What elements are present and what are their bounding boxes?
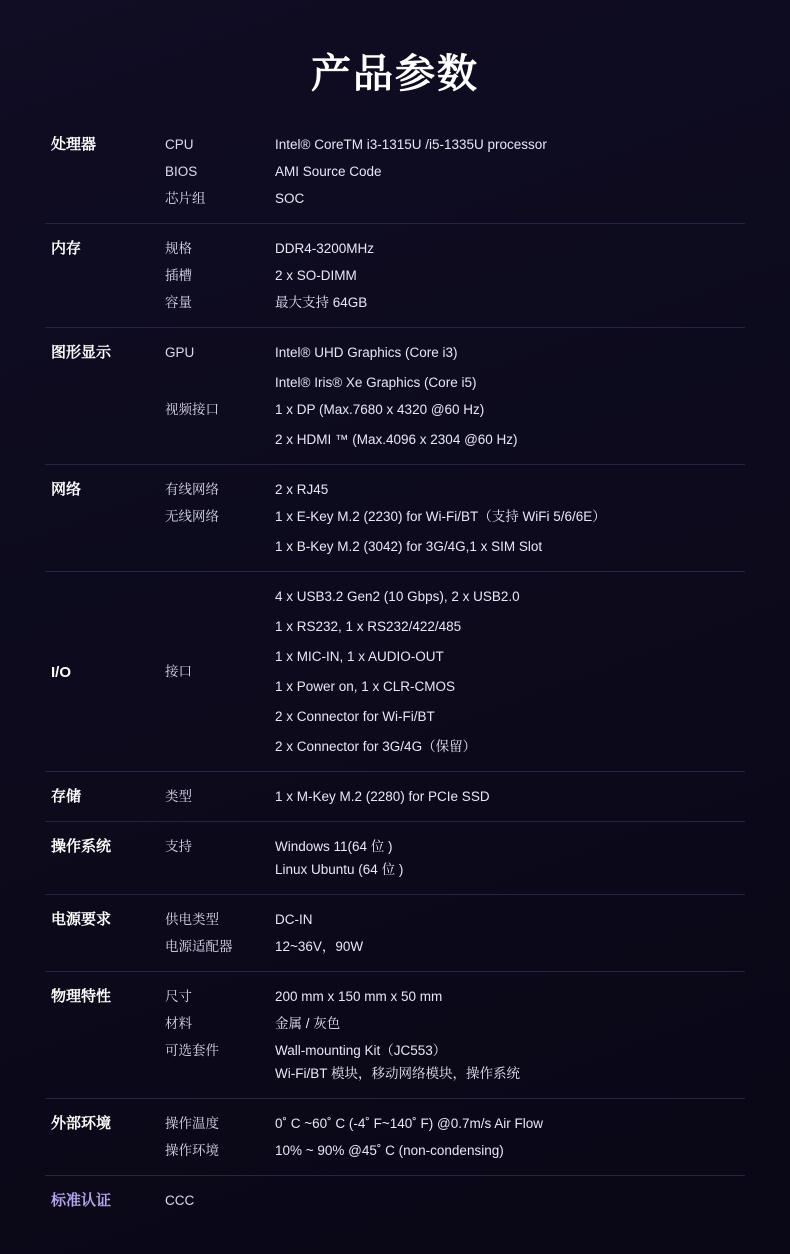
spec-subrow xyxy=(165,1010,745,1037)
spec-subrow xyxy=(165,906,745,933)
spec-section-row xyxy=(45,571,745,771)
spec-value-group xyxy=(275,985,745,1008)
spec-subrow-group xyxy=(165,983,745,1087)
spec-subrow xyxy=(165,339,745,396)
spec-category-label: 处理器 xyxy=(51,136,97,153)
spec-section-row xyxy=(45,771,745,821)
spec-value: 200 mm x 150 mm x 50 mm xyxy=(275,989,443,1004)
spec-section-row xyxy=(45,1175,745,1225)
spec-subrow-group xyxy=(165,583,745,760)
spec-value: 2 x Connector for 3G/4G（保留） xyxy=(275,739,477,754)
spec-subrow xyxy=(165,1110,745,1137)
spec-item-label: 规格 xyxy=(165,241,192,256)
spec-value-group xyxy=(275,291,745,314)
spec-item-label: 接口 xyxy=(165,664,192,679)
spec-item-label: 插槽 xyxy=(165,268,192,283)
spec-value: 1 x RS232, 1 x RS232/422/485 xyxy=(275,619,462,634)
spec-value: 1 x M-Key M.2 (2280) for PCIe SSD xyxy=(275,789,490,804)
spec-value: 2 x Connector for Wi-Fi/BT xyxy=(275,709,435,724)
spec-value: Wall-mounting Kit（JC553） xyxy=(275,1043,447,1058)
spec-value-group xyxy=(275,585,745,758)
spec-item-label: BIOS xyxy=(165,164,198,179)
spec-category-label: 网络 xyxy=(51,481,82,498)
spec-value: 2 x SO-DIMM xyxy=(275,268,357,283)
spec-subrow xyxy=(165,262,745,289)
spec-section-row xyxy=(45,223,745,327)
spec-category-label: 电源要求 xyxy=(51,911,112,928)
spec-category-label: 存储 xyxy=(51,788,82,805)
spec-subrow xyxy=(165,158,745,185)
spec-item-label: CCC xyxy=(165,1193,195,1208)
spec-value: Wi-Fi/BT 模块，移动网络模块，操作系统 xyxy=(275,1066,520,1081)
spec-value-group xyxy=(275,1112,745,1135)
spec-value: DDR4-3200MHz xyxy=(275,241,375,256)
spec-value-group xyxy=(275,264,745,287)
spec-item-label: 类型 xyxy=(165,789,192,804)
spec-value: SOC xyxy=(275,191,305,206)
spec-section-row xyxy=(45,464,745,571)
spec-value: 1 x Power on, 1 x CLR-CMOS xyxy=(275,679,456,694)
spec-category-label: I/O xyxy=(51,664,72,681)
spec-section-row xyxy=(45,1098,745,1175)
spec-item-label: 芯片组 xyxy=(165,191,206,206)
spec-value-group xyxy=(275,237,745,260)
spec-value: 1 x MIC-IN, 1 x AUDIO-OUT xyxy=(275,649,444,664)
spec-value-group xyxy=(275,1039,745,1085)
spec-value-group xyxy=(275,935,745,958)
spec-value: 0˚ C ~60˚ C (-4˚ F~140˚ F) @0.7m/s Air Flow xyxy=(275,1116,544,1131)
spec-value-group xyxy=(275,1012,745,1035)
spec-subrow xyxy=(165,583,745,760)
spec-value: 1 x E-Key M.2 (2230) for Wi-Fi/BT（支持 WiFi 5/6/6E） xyxy=(275,509,606,524)
spec-item-label: CPU xyxy=(165,137,194,152)
spec-value: AMI Source Code xyxy=(275,164,382,179)
page-title: 产品参数 xyxy=(311,52,479,96)
spec-value-group xyxy=(275,1139,745,1162)
spec-value-group xyxy=(275,160,745,183)
spec-item-label: 无线网络 xyxy=(165,509,219,524)
spec-category-label: 物理特性 xyxy=(51,988,112,1005)
spec-subrow xyxy=(165,1037,745,1087)
spec-item-label: 有线网络 xyxy=(165,482,219,497)
spec-section-row xyxy=(45,821,745,894)
spec-section-row xyxy=(45,894,745,971)
spec-subrow xyxy=(165,833,745,883)
spec-section-row xyxy=(45,125,745,223)
spec-subrow-group xyxy=(165,131,745,212)
spec-subrow-group xyxy=(165,235,745,316)
spec-subrow-group xyxy=(165,476,745,560)
spec-subrow xyxy=(165,983,745,1010)
spec-item-label: 可选套件 xyxy=(165,1043,219,1058)
spec-category-label: 操作系统 xyxy=(51,838,112,855)
spec-subrow-group xyxy=(165,1187,745,1214)
spec-item-label: 操作温度 xyxy=(165,1116,219,1131)
spec-subrow xyxy=(165,783,745,810)
spec-subrow xyxy=(165,1137,745,1164)
spec-subrow xyxy=(165,933,745,960)
spec-subrow xyxy=(165,503,745,560)
spec-value: Linux Ubuntu (64 位 ) xyxy=(275,862,404,877)
spec-subrow xyxy=(165,476,745,503)
spec-subrow-group xyxy=(165,833,745,883)
spec-item-label: GPU xyxy=(165,345,195,360)
spec-value: DC-IN xyxy=(275,912,313,927)
spec-value: 1 x DP (Max.7680 x 4320 @60 Hz) xyxy=(275,402,485,417)
spec-value-group xyxy=(275,505,745,558)
spec-item-label: 容量 xyxy=(165,295,192,310)
spec-category-label: 标准认证 xyxy=(51,1192,112,1209)
spec-section-row xyxy=(45,327,745,464)
spec-value-group xyxy=(275,478,745,501)
spec-value: 最大支持 64GB xyxy=(275,295,368,310)
spec-subrow-group xyxy=(165,1110,745,1164)
spec-value: Intel® Iris® Xe Graphics (Core i5) xyxy=(275,375,477,390)
spec-subrow-group xyxy=(165,783,745,810)
spec-category-label: 外部环境 xyxy=(51,1115,112,1132)
spec-subrow xyxy=(165,289,745,316)
spec-item-label: 尺寸 xyxy=(165,989,192,1004)
spec-item-label: 视频接口 xyxy=(165,402,219,417)
spec-item-label: 材料 xyxy=(165,1016,192,1031)
spec-value-group xyxy=(275,133,745,156)
spec-subrow xyxy=(165,235,745,262)
spec-value: 2 x RJ45 xyxy=(275,482,329,497)
spec-item-label: 操作环境 xyxy=(165,1143,219,1158)
spec-value: 1 x B-Key M.2 (3042) for 3G/4G,1 x SIM Slot xyxy=(275,539,543,554)
spec-value: Intel® UHD Graphics (Core i3) xyxy=(275,345,458,360)
spec-value-group xyxy=(275,398,745,451)
spec-subrow xyxy=(165,1187,745,1214)
spec-category-label: 图形显示 xyxy=(51,344,112,361)
spec-section-row xyxy=(45,971,745,1098)
spec-subrow xyxy=(165,131,745,158)
spec-subrow xyxy=(165,396,745,453)
spec-value-group xyxy=(275,908,745,931)
spec-item-label: 电源适配器 xyxy=(165,939,233,954)
spec-value-group xyxy=(275,187,745,210)
spec-subrow-group xyxy=(165,339,745,453)
spec-value: Windows 11(64 位 ) xyxy=(275,839,393,854)
spec-value: Intel® CoreTM i3-1315U /i5-1335U processor xyxy=(275,137,547,152)
spec-value: 2 x HDMI ™ (Max.4096 x 2304 @60 Hz) xyxy=(275,432,518,447)
spec-value-group xyxy=(275,341,745,394)
spec-value-group xyxy=(275,785,745,808)
spec-value: 10% ~ 90% @45˚ C (non-condensing) xyxy=(275,1143,504,1158)
spec-item-label: 供电类型 xyxy=(165,912,219,927)
spec-value: 12~36V，90W xyxy=(275,939,364,954)
spec-table xyxy=(45,125,745,1225)
spec-value-group xyxy=(275,835,745,881)
spec-category-label: 内存 xyxy=(51,240,82,257)
spec-value: 金属 / 灰色 xyxy=(275,1016,341,1031)
spec-subrow-group xyxy=(165,906,745,960)
spec-subrow xyxy=(165,185,745,212)
spec-item-label: 支持 xyxy=(165,839,192,854)
spec-value: 4 x USB3.2 Gen2 (10 Gbps), 2 x USB2.0 xyxy=(275,589,520,604)
